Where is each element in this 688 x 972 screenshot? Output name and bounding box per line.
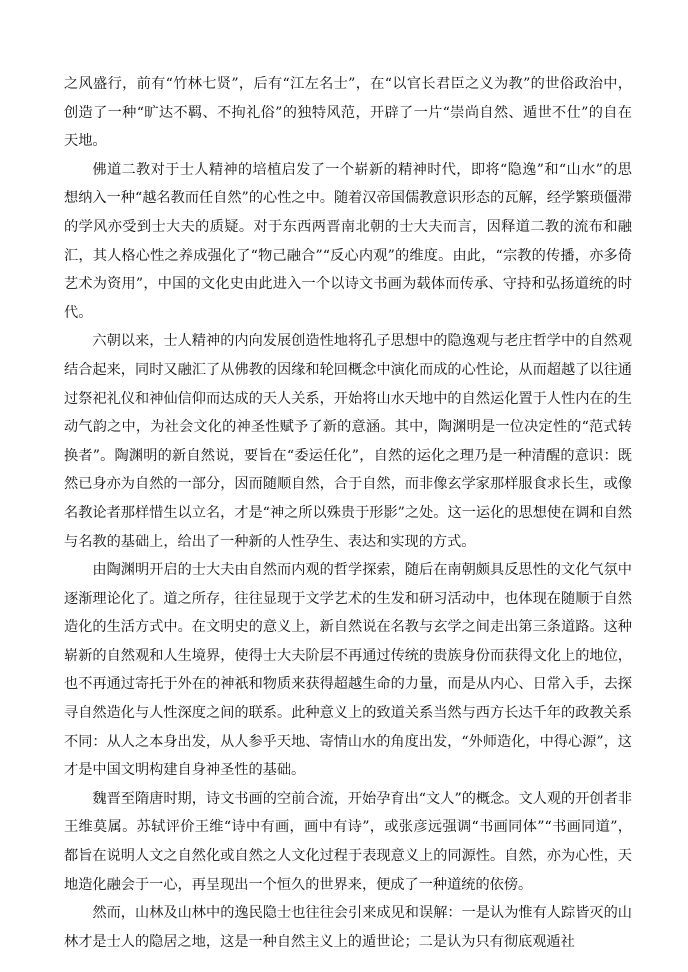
paragraph-5: 魏晋至隋唐时期，诗文书画的空前合流，开始孕育出“文人”的概念。文人观的开创者非王维莫属。苏轼评价王维“诗中有画，画中有诗”，或张彦远强调“书画同体”“书画同道”，都旨在说明人文之自然化或自然之人文化过程于表现意义上的同源性。自然，亦为心性，天地造化融会于一心，再呈现出一个恒久的世界来，便成了一种道统的依傍。 xyxy=(64,790,632,893)
paragraph-4: 由陶渊明开启的士大夫由自然而内观的哲学探索，随后在南朝颇具反思性的文化气氛中逐渐理论化了。道之所存，往往显现于文学艺术的生发和研习活动中，也体现在随顺于自然造化的生活方式中。在文明史的意义上，新自然说在名教与玄学之间走出第三条道路。这种崭新的自然观和人生境界，使得士大夫阶层不再通过传统的贵族身份而获得文化上的地位，也不再通过寄托于外在的神祇和物质来获得超越生命的力量，而是从内心、日常入手，去探寻自然造化与人性深度之间的联系。此种意义上的致道关系当然与西方长达千年的政教关系不同：从人之本身出发，从人参乎天地、寄情山水的角度出发，“外师造化，中得心源”，这才是中国文明构建自身神圣性的基础。 xyxy=(64,562,632,779)
paragraph-3: 六朝以来，士人精神的内向发展创造性地将孔子思想中的隐逸观与老庄哲学中的自然观结合起来，同时又融汇了从佛教的因缘和轮回概念中演化而成的心性论，从而超越了以往通过祭祀礼仪和神仙信仰而达成的天人关系，开始将山水天地中的自然运化置于人性内在的生动气韵之中，为社会文化的神圣性赋予了新的意涵。其中，陶渊明是一位决定性的“范式转换者”。陶渊明的新自然说，要旨在“委运任化”，自然的运化之理乃是一种清醒的意识：既然已身亦为自然的一部分，因而随顺自然，合于自然，而非像玄学家那样服食求长生，或像名教论者那样惜生以立名，才是“神之所以殊贵于形影”之处。这一运化的思想使在调和自然与名教的基础上，给出了一种新的人性孕生、表达和实现的方式。 xyxy=(64,333,632,550)
paragraph-6: 然而，山林及山林中的逸民隐士也往往会引来成见和误解：一是认为惟有人踪皆灭的山林才是士人的隐居之地，这是一种自然主义上的遁世论；二是认为只有彻底观遁社 xyxy=(64,905,632,950)
paragraph-2: 佛道二教对于士人精神的培植启发了一个崭新的精神时代，即将“隐逸”和“山水”的思想纳入一种“越名教而任自然”的心性之中。随着汉帝国儒教意识形态的瓦解，经学繁琐僵滞的学风亦受到士大夫的质疑。对于东西两晋南北朝的士大夫而言，因释道二教的流布和融汇，其人格心性之养成强化了“物己融合”“反心内观”的维度。由此，“宗教的传播，亦多倚艺术为资用”，中国的文化史由此进入一个以诗文书画为载体而传承、守持和弘扬道统的时代。 xyxy=(64,161,632,321)
paragraph-1: 之风盛行，前有“竹林七贤”，后有“江左名士”，在“以官长君臣之义为教”的世俗政治中，创造了一种“旷达不羁、不拘礼俗”的独特风范，开辟了一片“崇尚自然、遁世不仕”的自在天地。 xyxy=(64,76,632,150)
